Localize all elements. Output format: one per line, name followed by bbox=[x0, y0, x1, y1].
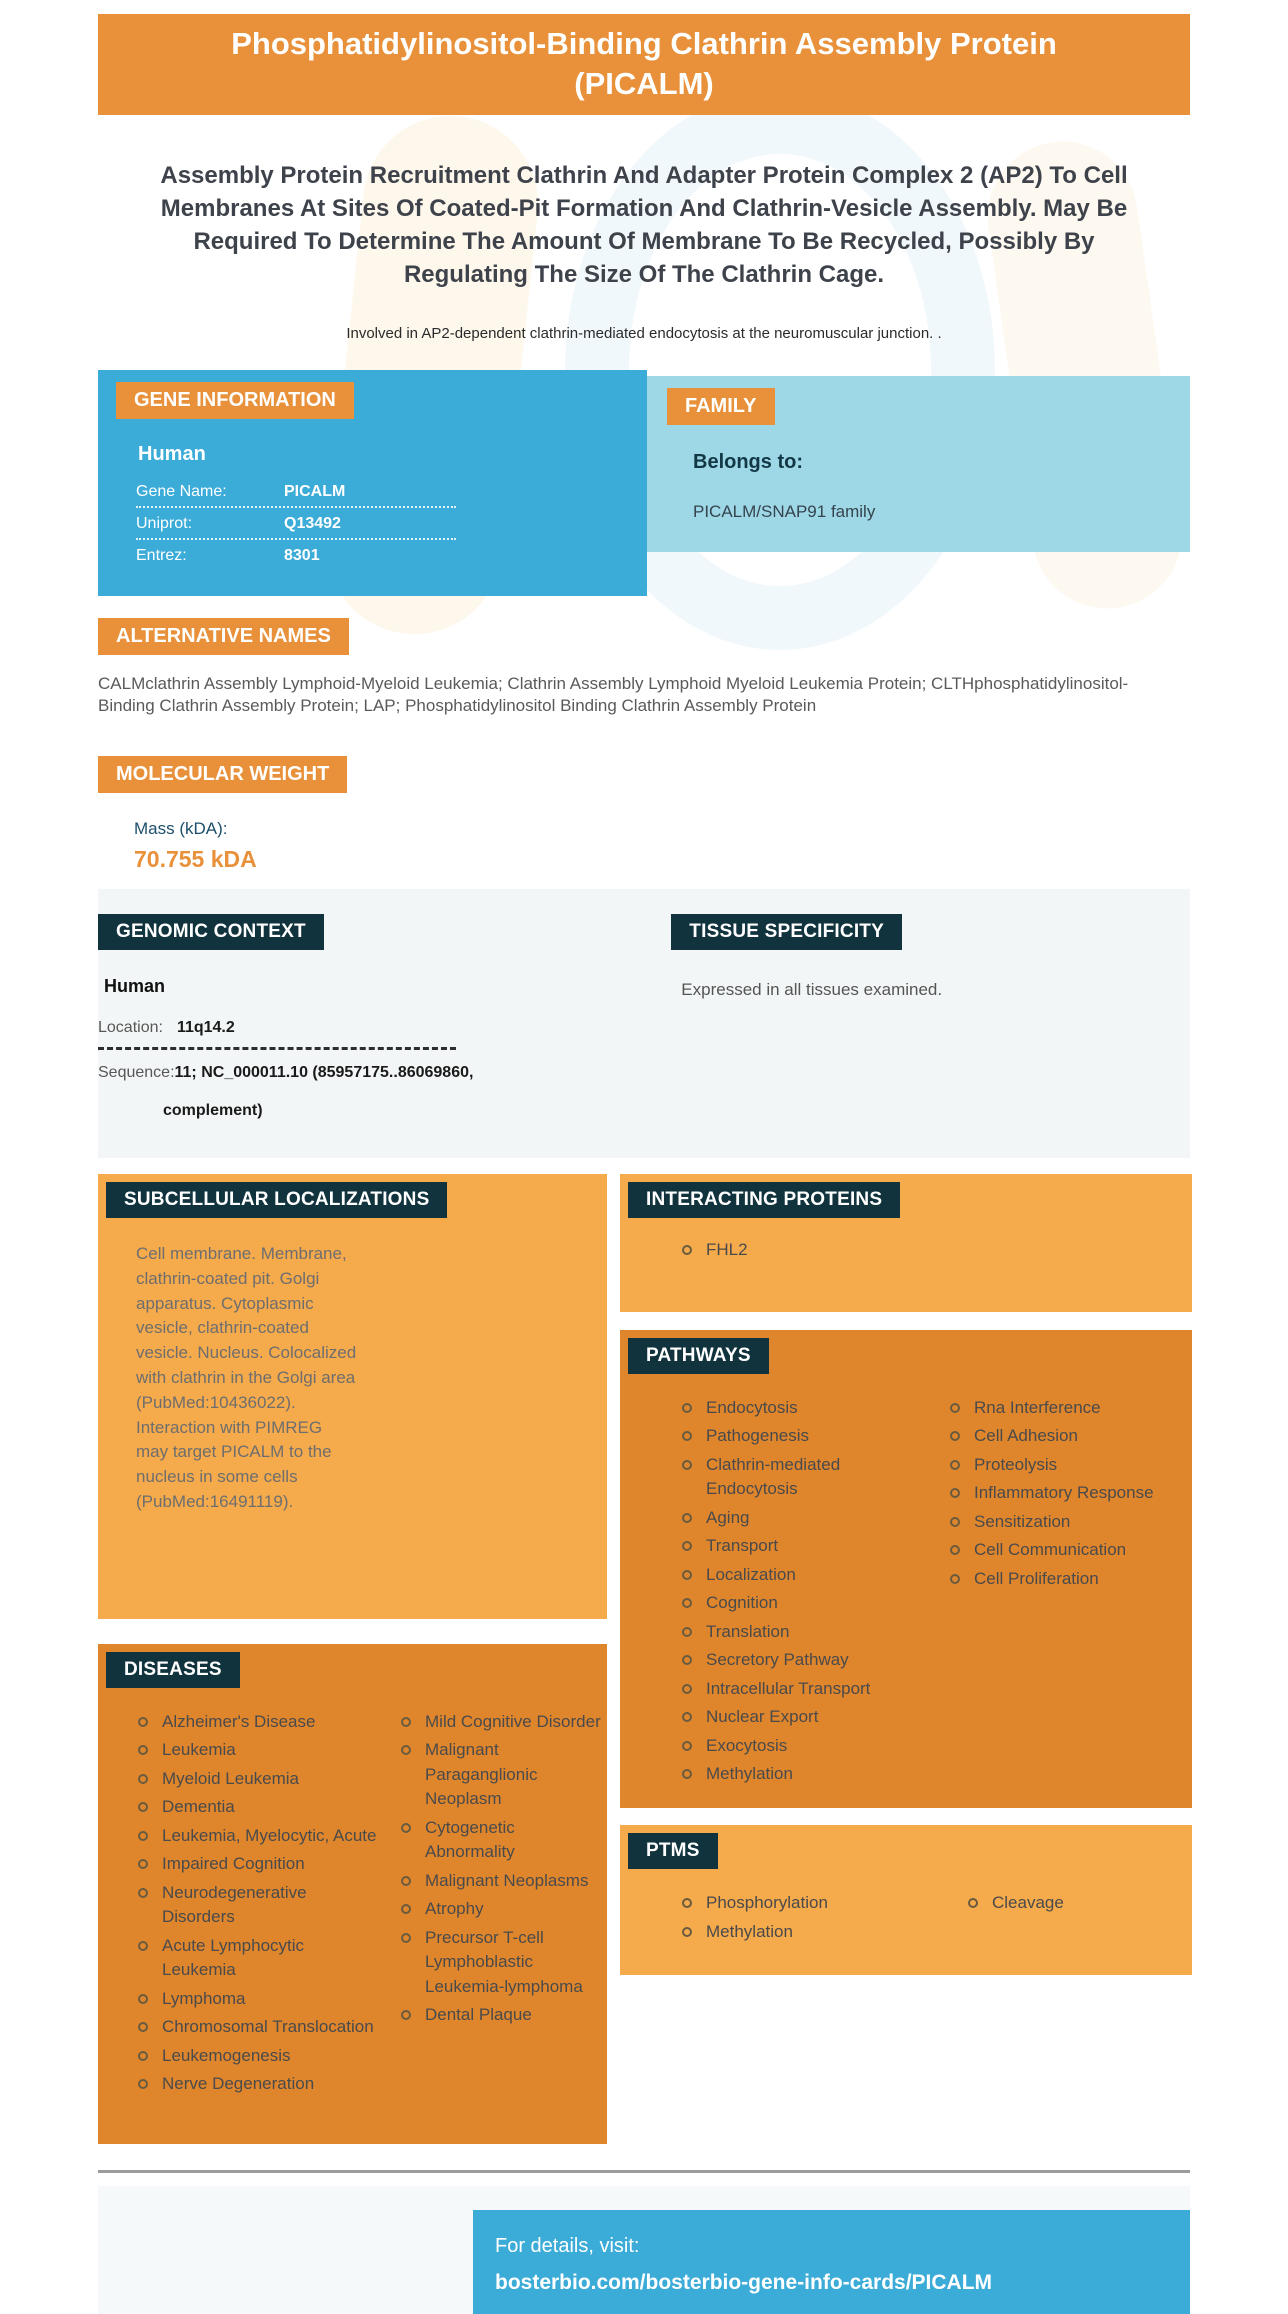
genomic-context-section bbox=[98, 914, 671, 1120]
list-item: Transport bbox=[676, 1534, 908, 1558]
entrez-value: 8301 bbox=[284, 547, 320, 565]
footer-panel bbox=[98, 2186, 1190, 2314]
list-item: Intracellular Transport bbox=[676, 1677, 908, 1701]
pathways-section bbox=[620, 1330, 1192, 1809]
alternative-names-section bbox=[98, 618, 1190, 718]
title-banner bbox=[98, 14, 1190, 115]
list-item: Endocytosis bbox=[676, 1396, 908, 1420]
list-item: Cytogenetic Abnormality bbox=[395, 1816, 607, 1865]
molecular-weight-section bbox=[98, 756, 1190, 873]
list-item: Exocytosis bbox=[676, 1734, 908, 1758]
list-item: Pathogenesis bbox=[676, 1424, 908, 1448]
tissue-specificity-heading: TISSUE SPECIFICITY bbox=[671, 914, 902, 950]
page-title: Phosphatidylinositol-Binding Clathrin Assembly Protein (PICALM) bbox=[231, 26, 1057, 102]
interacting-proteins-section bbox=[620, 1174, 1192, 1312]
list-item: Cell Communication bbox=[944, 1538, 1192, 1562]
list-item: Malignant Paraganglionic Neoplasm bbox=[395, 1738, 607, 1811]
list-item: Malignant Neoplasms bbox=[395, 1869, 607, 1893]
mass-label: Mass (kDA): bbox=[134, 818, 228, 838]
location-label: Location: bbox=[98, 1018, 163, 1036]
pathways-list-left bbox=[676, 1396, 908, 1791]
pathways-heading: PATHWAYS bbox=[628, 1338, 769, 1374]
subcellular-localizations-text: Cell membrane. Membrane, clathrin-coated pit. Golgi apparatus. Cytoplasmic vesicle, clathrin-coated vesicle. Nucleus. Colocalized with clathrin in the Golgi area (PubMed:10436022). Interaction with PIMREG may target PICALM to the nucleus in some cells (PubMed:16491119). bbox=[136, 1243, 357, 1512]
ptms-heading: PTMS bbox=[628, 1833, 718, 1869]
list-item: Lymphoma bbox=[132, 1987, 377, 2011]
footer-divider bbox=[98, 2170, 1190, 2173]
detail-columns bbox=[98, 1174, 1190, 2144]
ptms-list-right bbox=[962, 1891, 1182, 1948]
ptms-columns bbox=[628, 1891, 1192, 1948]
list-item: Aging bbox=[676, 1506, 908, 1530]
organism-label: Human bbox=[138, 443, 206, 466]
list-item: Cleavage bbox=[962, 1891, 1182, 1915]
uniprot-row bbox=[136, 508, 456, 540]
list-item: Leukemia bbox=[132, 1738, 377, 1762]
dashed-divider bbox=[98, 1047, 456, 1050]
list-item: Translation bbox=[676, 1620, 908, 1644]
top-info-row bbox=[98, 370, 1190, 596]
list-item: Proteolysis bbox=[944, 1453, 1192, 1477]
list-item: Methylation bbox=[676, 1920, 926, 1944]
diseases-section bbox=[98, 1644, 607, 2144]
belongs-to-label: Belongs to: bbox=[693, 451, 803, 474]
list-item: Sensitization bbox=[944, 1510, 1192, 1534]
diseases-list-right bbox=[395, 1710, 607, 2101]
list-item: Secretory Pathway bbox=[676, 1648, 908, 1672]
list-item: Clathrin-mediated Endocytosis bbox=[676, 1453, 908, 1502]
location-row bbox=[98, 1019, 671, 1037]
pathways-columns bbox=[628, 1396, 1192, 1791]
footer-link[interactable]: bosterbio.com/bosterbio-gene-info-cards/PICALM bbox=[495, 2270, 993, 2294]
footer-cta bbox=[473, 2210, 1190, 2314]
uniprot-label: Uniprot: bbox=[136, 515, 193, 533]
interacting-proteins-list bbox=[676, 1238, 1192, 1262]
list-item: Atrophy bbox=[395, 1897, 607, 1921]
gene-info-table bbox=[136, 476, 456, 570]
list-item: Methylation bbox=[676, 1762, 908, 1786]
alternative-names-heading: ALTERNATIVE NAMES bbox=[98, 618, 349, 655]
molecular-weight-heading: MOLECULAR WEIGHT bbox=[98, 756, 347, 793]
family-section bbox=[647, 376, 1190, 552]
entrez-label: Entrez: bbox=[136, 547, 187, 565]
genomic-panel bbox=[98, 889, 1190, 1158]
sequence-continuation: complement) bbox=[163, 1101, 263, 1119]
gene-name-row bbox=[136, 476, 456, 508]
gene-name-value: PICALM bbox=[284, 483, 346, 501]
list-item: Chromosomal Translocation bbox=[132, 2015, 377, 2039]
list-item: Precursor T-cell Lymphoblastic Leukemia-lymphoma bbox=[395, 1926, 607, 1999]
footer-label: For details, visit: bbox=[495, 2234, 640, 2257]
list-item: Acute Lymphocytic Leukemia bbox=[132, 1934, 377, 1983]
alternative-names-text: CALMclathrin Assembly Lymphoid-Myeloid Leukemia; Clathrin Assembly Lymphoid Myeloid Leukemia Protein; CLTHphosphatidylinositol-Binding Clathrin Assembly Protein; LAP; Phosphatidylinositol Binding Clathrin Assembly Protein bbox=[98, 674, 1129, 716]
tissue-specificity-section bbox=[671, 914, 1190, 1120]
interacting-proteins-heading: INTERACTING PROTEINS bbox=[628, 1182, 900, 1218]
list-item: Cell Proliferation bbox=[944, 1567, 1192, 1591]
family-heading: FAMILY bbox=[667, 388, 775, 425]
list-item: FHL2 bbox=[676, 1238, 1192, 1262]
sequence-row bbox=[98, 1064, 671, 1082]
diseases-heading: DISEASES bbox=[106, 1652, 240, 1688]
list-item: Neurodegenerative Disorders bbox=[132, 1881, 377, 1930]
function-note: Involved in AP2-dependent clathrin-mediated endocytosis at the neuromuscular junction. . bbox=[346, 325, 942, 343]
gene-information-section bbox=[98, 370, 647, 596]
uniprot-value: Q13492 bbox=[284, 515, 341, 533]
pathways-list-right bbox=[944, 1396, 1192, 1791]
list-item: Cell Adhesion bbox=[944, 1424, 1192, 1448]
list-item: Dementia bbox=[132, 1795, 377, 1819]
list-item: Mild Cognitive Disorder bbox=[395, 1710, 607, 1734]
list-item: Rna Interference bbox=[944, 1396, 1192, 1420]
list-item: Alzheimer's Disease bbox=[132, 1710, 377, 1734]
right-column bbox=[620, 1174, 1192, 2144]
list-item: Myeloid Leukemia bbox=[132, 1767, 377, 1791]
diseases-list-left bbox=[132, 1710, 377, 2101]
gene-name-label: Gene Name: bbox=[136, 483, 227, 501]
summary-text: Assembly Protein Recruitment Clathrin And Adapter Protein Complex 2 (AP2) To Cell Membranes At Sites Of Coated-Pit Formation And Clathrin-Vesicle Assembly. May Be Required To Determine The Amount Of Membrane To Be Recycled, Possibly By Regulating The Size Of The Clathrin Cage. bbox=[160, 161, 1128, 288]
family-value: PICALM/SNAP91 family bbox=[693, 502, 876, 522]
list-item: Dental Plaque bbox=[395, 2003, 607, 2027]
ptms-list-left bbox=[676, 1891, 926, 1948]
location-value: 11q14.2 bbox=[176, 1018, 235, 1036]
genomic-context-heading: GENOMIC CONTEXT bbox=[98, 914, 324, 950]
ptms-section bbox=[620, 1825, 1192, 1975]
list-item: Leukemogenesis bbox=[132, 2044, 377, 2068]
left-column bbox=[98, 1174, 607, 2144]
subcellular-localizations-section bbox=[98, 1174, 607, 1619]
list-item: Localization bbox=[676, 1563, 908, 1587]
tissue-specificity-text: Expressed in all tissues examined. bbox=[681, 979, 943, 999]
list-item: Inflammatory Response bbox=[944, 1481, 1192, 1505]
list-item: Impaired Cognition bbox=[132, 1852, 377, 1876]
gene-information-heading: GENE INFORMATION bbox=[116, 382, 354, 419]
diseases-columns bbox=[106, 1710, 607, 2101]
sequence-label: Sequence: bbox=[98, 1063, 175, 1081]
subcellular-localizations-heading: SUBCELLULAR LOCALIZATIONS bbox=[106, 1182, 447, 1218]
sequence-value: 11; NC_000011.10 (85957175..86069860, bbox=[174, 1063, 474, 1081]
list-item: Nuclear Export bbox=[676, 1705, 908, 1729]
genomic-organism: Human bbox=[104, 975, 166, 996]
entrez-row bbox=[136, 540, 456, 570]
list-item: Cognition bbox=[676, 1591, 908, 1615]
page-content bbox=[98, 0, 1190, 2314]
list-item: Leukemia, Myelocytic, Acute bbox=[132, 1824, 377, 1848]
mass-value: 70.755 kDA bbox=[134, 845, 257, 872]
list-item: Phosphorylation bbox=[676, 1891, 926, 1915]
list-item: Nerve Degeneration bbox=[132, 2072, 377, 2096]
